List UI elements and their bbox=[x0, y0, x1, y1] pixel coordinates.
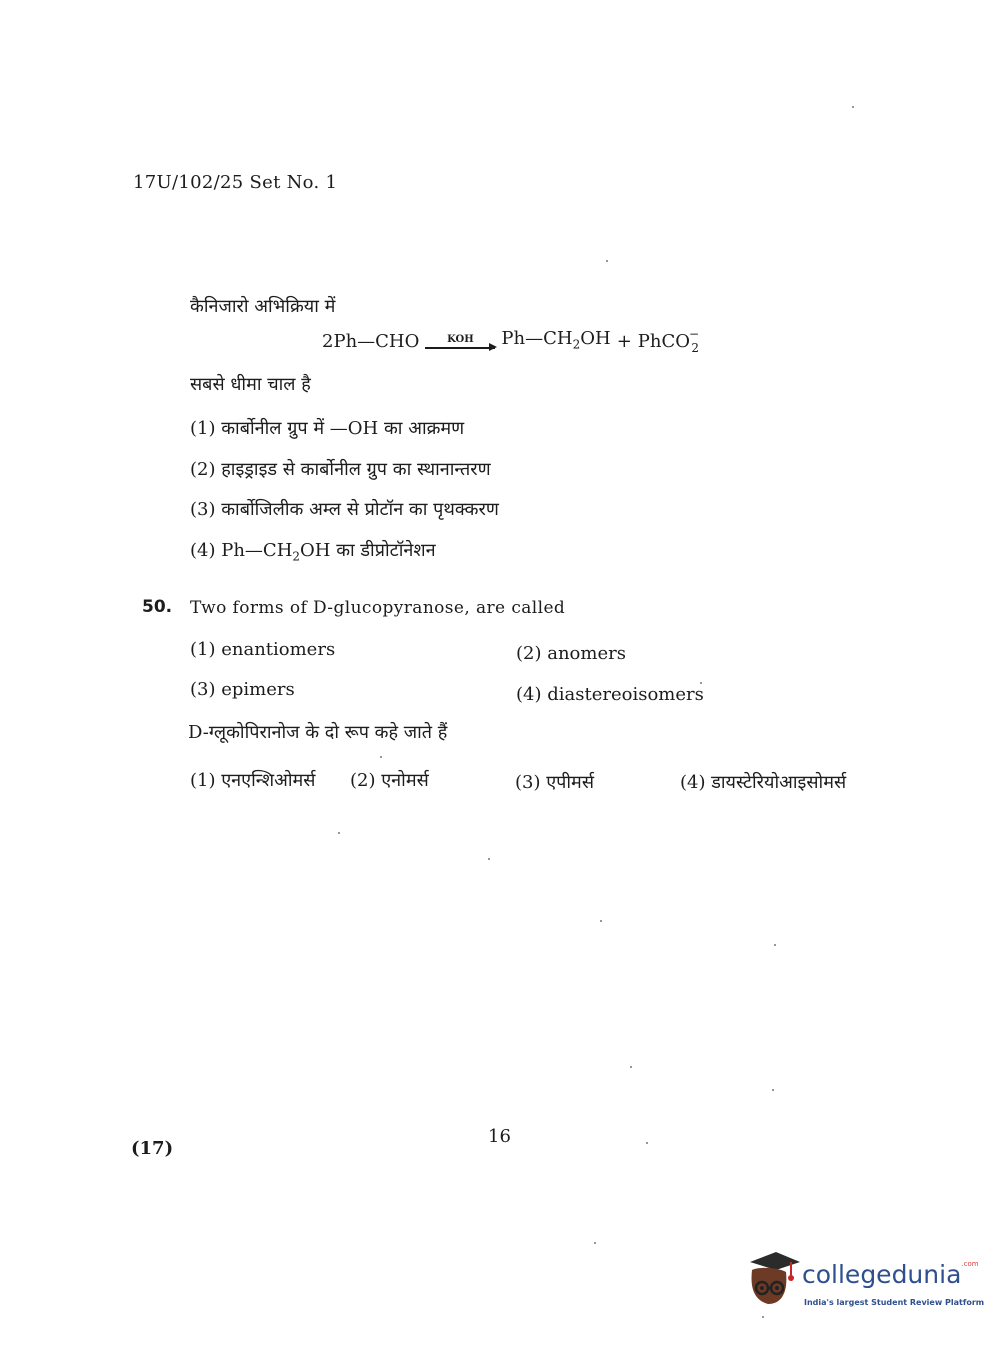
collegedunia-watermark bbox=[742, 1248, 985, 1318]
paper-code: (17) bbox=[131, 1138, 174, 1159]
hindi-option-1: (1) कार्बोनील ग्रुप में —OH का आक्रमण bbox=[190, 418, 465, 439]
cannizzaro-equation bbox=[322, 326, 700, 355]
hindi-question-intro: कैनिजारो अभिक्रिया में bbox=[190, 296, 336, 317]
set-number: 17U/102/25 Set No. 1 bbox=[133, 172, 338, 193]
brand-name: collegedunia$^{.com}$ bbox=[802, 1260, 979, 1289]
equation-reagent: KOH bbox=[447, 334, 474, 346]
equation-product-1: $Ph—CH_2OH$ bbox=[501, 328, 611, 352]
hindi-option-2: (2) हाइड्राइड से कार्बोनील ग्रुप का स्थानान्तरण bbox=[190, 459, 491, 480]
hindi-option-diastereoisomers: (4) डायस्टेरियोआइसोमर्स bbox=[680, 772, 847, 793]
question-50-text: Two forms of D-glucopyranose, are called bbox=[190, 598, 566, 618]
equation-reactant: 2Ph—CHO bbox=[322, 330, 420, 352]
brand-tagline: India's largest Student Review Platform bbox=[804, 1298, 985, 1307]
hindi-option-enantiomers: (1) एनएन्शिओमर्स bbox=[190, 770, 316, 791]
page-number: 16 bbox=[488, 1126, 511, 1147]
option-anomers: (2) anomers bbox=[516, 643, 626, 664]
hindi-option-4: (4) $Ph—CH_2OH$ का डीप्रोटॉनेशन bbox=[190, 540, 436, 564]
option-diastereoisomers: (4) diastereoisomers bbox=[516, 684, 704, 705]
option-enantiomers: (1) enantiomers bbox=[190, 639, 336, 660]
question-50-hindi-text: D-ग्लूकोपिरानोज के दो रूप कहे जाते हैं bbox=[188, 722, 448, 743]
equation-plus: + bbox=[616, 330, 632, 352]
hindi-option-epimers: (3) एपीमर्स bbox=[515, 772, 594, 793]
equation-product-2: PhCO − 2 bbox=[637, 326, 700, 355]
mascot-icon bbox=[742, 1248, 802, 1310]
hindi-option-anomers: (2) एनोमर्स bbox=[350, 770, 429, 791]
hindi-option-3: (3) कार्बोजिलीक अम्ल से प्रोटॉन का पृथक्करण bbox=[190, 499, 499, 520]
hindi-question-stem: सबसे धीमा चाल है bbox=[190, 374, 311, 395]
option-epimers: (3) epimers bbox=[190, 679, 295, 700]
reaction-arrow-icon bbox=[425, 335, 495, 349]
question-number: 50. bbox=[142, 597, 173, 617]
